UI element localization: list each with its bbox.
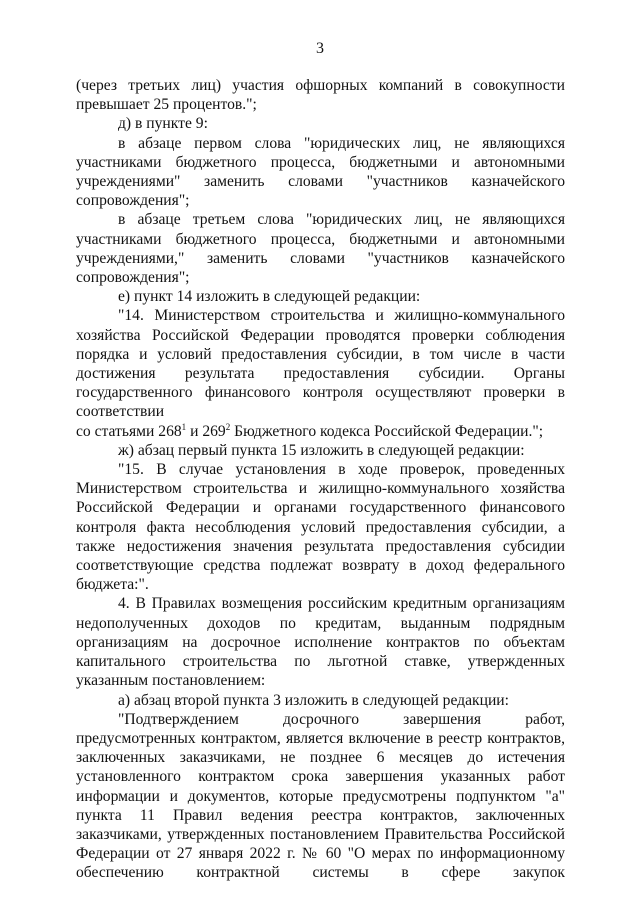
superscript-1: 1 bbox=[181, 421, 187, 432]
paragraph-point-14-tail bbox=[76, 422, 565, 441]
paragraph-section-4: 4. В Правилах возмещения российским кредитным организациям недополученных доходов по кредитам, выданным подрядным организациям на досрочное исполнение контрактов по объектам капитального строительства по льготной ставке, утвержденных указанным постановлением: bbox=[76, 595, 565, 690]
tail-after: Бюджетного кодекса Российской Федерации."; bbox=[230, 422, 544, 440]
paragraph-item-d: д) в пункте 9: bbox=[118, 115, 208, 133]
paragraph-item-e: е) пункт 14 изложить в следующей редакции: bbox=[118, 288, 421, 306]
tail-before: со статьями 268 bbox=[76, 422, 182, 440]
paragraph-item-a: а) абзац второй пункта 3 изложить в следующей редакции: bbox=[118, 691, 509, 709]
paragraph-abzac-third: в абзаце третьем слова "юридических лиц, не являющихся участниками бюджетного процесса, бюджетными и автономными учреждениями," заменить словами "участников казначейского сопровождения"; bbox=[76, 211, 565, 287]
paragraph-abzac-first: в абзаце первом слова "юридических лиц, не являющихся участниками бюджетного процесса, бюджетными и автономными учреждениями" заменить словами "участников казначейского сопровождения"; bbox=[76, 134, 565, 210]
paragraph-confirmation: "Подтверждением досрочного завершения работ, предусмотренных контрактом, является включение в реестр контрактов, заключенных заказчиками, не позднее 6 месяцев до истечения установленного контрактом срока завершения указанных работ информации и документов, которые предусмотрены подпунктом "а" пункта 11 Правил ведения реестра контрактов, заключенных заказчиками, утвержденных постановлением Правительства Российской Федерации от 27 января 2022 г. № 60 "О мерах по информационному обеспечению контрактной системы в сфере закупок bbox=[76, 710, 565, 882]
paragraph-continuation: (через третьих лиц) участия офшорных компаний в совокупности превышает 25 процентов."; bbox=[76, 77, 565, 114]
document-body bbox=[76, 76, 565, 883]
paragraph-point-14: "14. Министерством строительства и жилищно-коммунального хозяйства Российской Федерации проводятся проверки соблюдения порядка и условий предоставления субсидии, в том числе в части достижения результата предоставления субсидии. Органы государственного финансового контроля осуществляют проверки в соответствии bbox=[76, 307, 565, 421]
tail-mid: и 269 bbox=[186, 422, 226, 440]
page-number: 3 bbox=[316, 40, 324, 57]
paragraph-point-15: "15. В случае установления в ходе проверок, проведенных Министерством строительства и жилищно-коммунального хозяйства Российской Федерации и органами государственного финансового контроля факта несоблюдения условий предоставления субсидии, а также недостижения значения результата предоставления субсидии соответствующие средства подлежат возврату в доход федерального бюджета:". bbox=[76, 461, 565, 594]
paragraph-item-zh: ж) абзац первый пункта 15 изложить в следующей редакции: bbox=[118, 441, 525, 459]
superscript-2: 2 bbox=[225, 421, 231, 432]
